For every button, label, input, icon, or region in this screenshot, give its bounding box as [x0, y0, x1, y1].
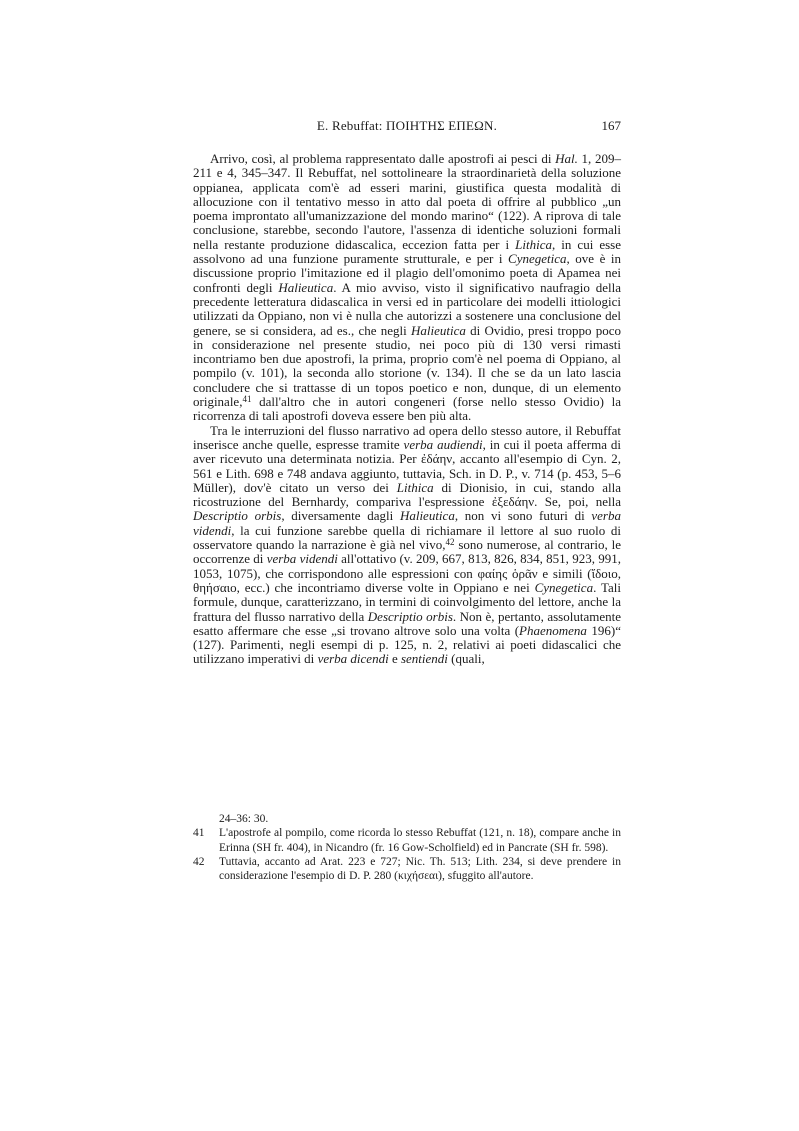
paragraph-2: Tra le interruzioni del flusso narrativo ad opera dello stesso autore, il Rebuffat inserisce anche quelle, espresse tramite verba audiendi, in cui il poeta afferma di aver ricevuto una determinata notizia. Per ἐδάην, accanto all'esempio di Cyn. 2, 561 e Lith. 698 e 748 andava aggiunto, tuttavia, Sch. in D. P., v. 714 (p. 453, 5–6 Müller), dov'è citato un verso dei Lithica di Dionisio, in cui, stando alla ricostruzione del Bernhardy, compariva l'espressione ἐξεδάην. Se, poi, nella Descriptio orbis, diversamente dagli Halieutica, non vi sono futuri di verba videndi, la cui funzione sarebbe quella di richiamare il lettore al suo ruolo di osservatore quando la narrazione è già nel vivo,$^{42}$ sono numerose, al contrario, le occorrenze di verba videndi all'ottativo (v. 209, 667, 813, 826, 834, 851, 923, 991, 1053, 1075), che corrispondono alle espressioni con φαίης ὁρᾶν e simili (ἴδοιο, θηήσαιο, ecc.) che incontriamo diverse volte in Oppiano e nei Cynegetica. Tali formule, dunque, caratterizzano, in termini di coinvolgimento del lettore, anche la frattura del flusso narrativo della Descriptio orbis. Non è, pertanto, assolutamente esatto affermare che esse „si trovano altrove solo una volta (Phaenomena 196)“ (127). Parimenti, negli esempi di p. 125, n. 2, relativi ai poeti didascalici che utilizzano imperativi di verba dicendi e sentiendi (quali, [193, 422, 622, 667]
page-number: 167 [601, 118, 621, 133]
paragraph-1: Arrivo, così, al problema rappresentato dalle apostrofi ai pesci di Hal. 1, 209–211 e 4, 345–347. Il Rebuffat, nel sottolineare la straordinarietà della soluzione oppianea, applicata com'è ad esseri marini, giustifica questa modalità di allocuzione con il tentativo messo in atto dal poeta di offrire al pubblico „un poema improntato all'umanizzazione del mondo marino“ (122). A riprova di tale conclusione, starebbe, secondo l'autore, l'assenza di identiche soluzioni formali nella restante produzione didascalica, eccezion fatta per i Lithica, in cui esse assolvono ad una funzione puramente strutturale, e per i Cynegetica, ove è in discussione proprio l'imitazione ed il plagio dell'omonimo poeta di Apamea nei confronti degli Halieutica. A mio avviso, visto il significativo naufragio della precedente letteratura didascalica in versi ed in particolare dei modelli ittiologici utilizzati da Oppiano, non vi è nulla che autorizzi a sostenere una conclusione del genere, se si considera, ad es., che negli Halieutica di Ovidio, presi troppo poco in considerazione nel presente studio, nei poco più di 130 versi rimasti incontriamo ben due apostrofi, la prima, proprio com'è nel poema di Oppiano, al pompilo (v. 101), la seconda allo storione (v. 134). Il che se da un lato lascia concludere che si trattasse di un topos poetico e non, dunque, di un elemento originale,$^{41}$ dall'altro che in autori congeneri (forse nello stesso Ovidio) la ricorrenza di tali apostrofi doveva essere ben più alta. [193, 151, 622, 424]
footnote-42 [193, 855, 621, 884]
footnote-number: 42 [193, 855, 205, 868]
footnote-text: L'apostrofe al pompilo, come ricorda lo stesso Rebuffat (121, n. 18), compare anche in Erinna (SH fr. 404), in Nicandro (fr. 16 Gow-Scholfield) ed in Pancrate (SH fr. 598). [219, 827, 621, 854]
footnotes-section [193, 812, 621, 883]
footnote-text: Tuttavia, accanto ad Arat. 223 e 727; Nic. Th. 513; Lith. 234, si deve prendere in considerazione l'esempio di D. P. 280 (κιχήσεαι), sfuggito all'autore. [219, 855, 621, 883]
footnote-continuation: 24–36: 30. [219, 813, 269, 825]
body-text [193, 152, 621, 667]
running-title: E. Rebuffat: ΠΟΙΗΤΗΣ ΕΠΕΩΝ. [316, 118, 498, 133]
footnote-number: 41 [193, 827, 205, 840]
page-header [193, 118, 621, 136]
footnote-41 [193, 826, 621, 855]
